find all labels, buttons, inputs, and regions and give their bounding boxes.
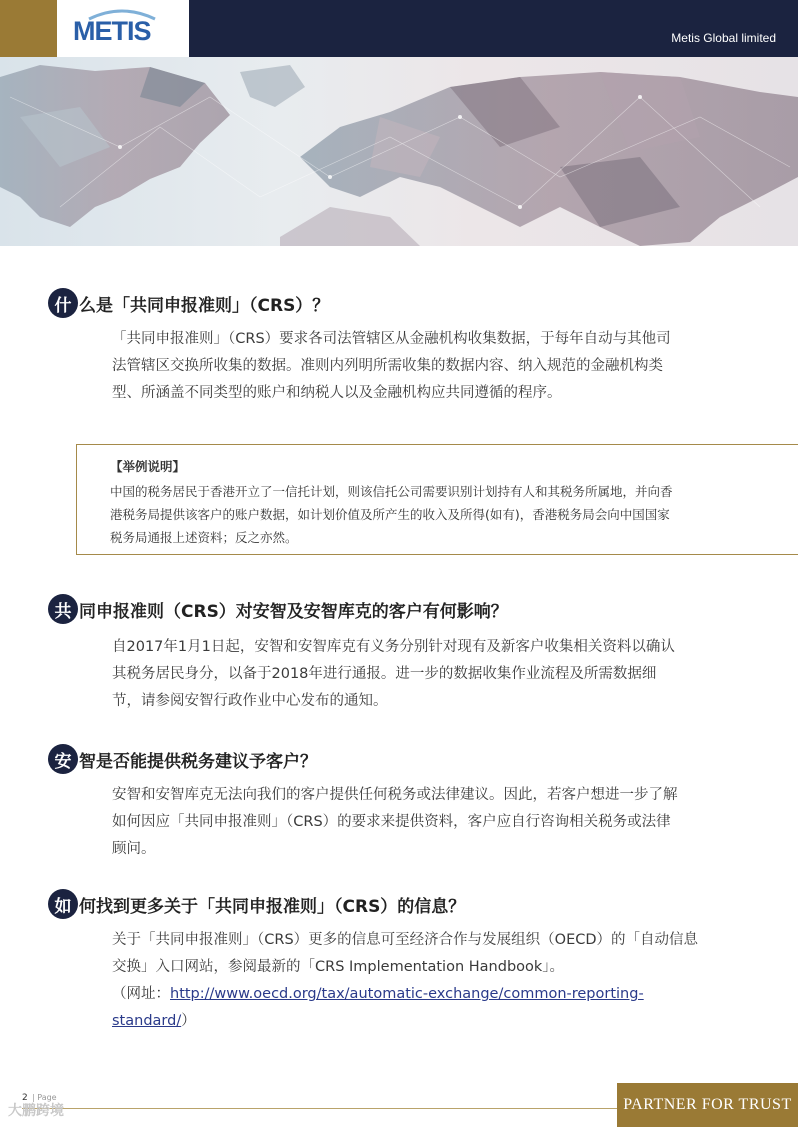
section-body-impact: 自2017年1月1日起，安智和安智库克有义务分别针对现有及新客户收集相关资料以确认其税务居民身分，以备于2018年进行通报。进一步的数据收集作业流程及所需数据细节，请参阅安智行政作业中心发布的通知。	[112, 639, 675, 709]
oecd-crs-link[interactable]: http://www.oecd.org/tax/automatic-exchange/common-reporting-standard/	[112, 986, 644, 1029]
example-title: 【举例说明】	[110, 459, 186, 474]
example-text: 中国的税务居民于香港开立了一信托计划，则该信托公司需要识别计划持有人和其税务所属地，并向香港税务局提供该客户的账户数据，如计划价值及所产生的收入及所得(如有)，香港税务局会向中国国家税务局通报上述资料；反之亦然。	[110, 484, 673, 545]
world-map-banner	[0, 57, 798, 246]
heading-first-char-badge: 共	[48, 594, 78, 624]
section-heading-what-is-crs	[48, 288, 329, 318]
section-body-tax-advice: 安智和安智库克无法向我们的客户提供任何税务或法律建议。因此，若客户想进一步了解如何因应「共同申报准则」（CRS）的要求来提供资料，客户应自行咨询相关税务或法律顾问。	[112, 787, 678, 857]
heading-text: 么是「共同申报准则」（CRS）？	[79, 295, 330, 316]
partner-for-trust-badge	[617, 1083, 798, 1127]
url-suffix: ）	[181, 1013, 196, 1029]
company-name: Metis Global limited	[671, 31, 776, 45]
page-label: | Page	[32, 1093, 57, 1102]
world-map-image	[0, 57, 798, 246]
logo	[57, 0, 189, 57]
url-prefix: （网址：	[112, 986, 170, 1002]
section-heading-more-info	[48, 889, 465, 919]
heading-text: 何找到更多关于「共同申报准则」（CRS）的信息？	[79, 896, 466, 917]
partner-tagline: PARTNER FOR TRUST	[623, 1096, 792, 1113]
section-heading-impact	[48, 594, 508, 624]
header-gold-strip	[0, 0, 57, 57]
section-body-what-is-crs: 「共同申报准则」（CRS）要求各司法管辖区从金融机构收集数据，于每年自动与其他司法管辖区交换所收集的数据。准则内列明所需收集的数据内容、纳入规范的金融机构类型、所涵盖不同类型的账户和纳税人以及金融机构应共同遵循的程序。	[112, 331, 671, 401]
footer-divider	[22, 1108, 622, 1109]
heading-text: 智是否能提供税务建议予客户？	[79, 751, 317, 772]
heading-first-char-badge: 安	[48, 744, 78, 774]
heading-first-char-badge: 如	[48, 889, 78, 919]
logo-text: METIS	[73, 16, 151, 46]
watermark: 大鹏跨境	[8, 1103, 64, 1119]
heading-text: 同申报准则（CRS）对安智及安智库克的客户有何影响？	[79, 601, 508, 622]
page-number: 2	[22, 1093, 28, 1103]
more-info-text: 关于「共同申报准则」（CRS）更多的信息可至经济合作与发展组织（OECD）的「自动信息交换」入口网站，参阅最新的「CRS Implementation Handbook」。	[112, 932, 699, 975]
example-box	[76, 444, 798, 555]
heading-first-char-badge: 什	[48, 288, 78, 318]
section-heading-tax-advice	[48, 744, 317, 774]
section-body-more-info	[112, 927, 702, 1035]
